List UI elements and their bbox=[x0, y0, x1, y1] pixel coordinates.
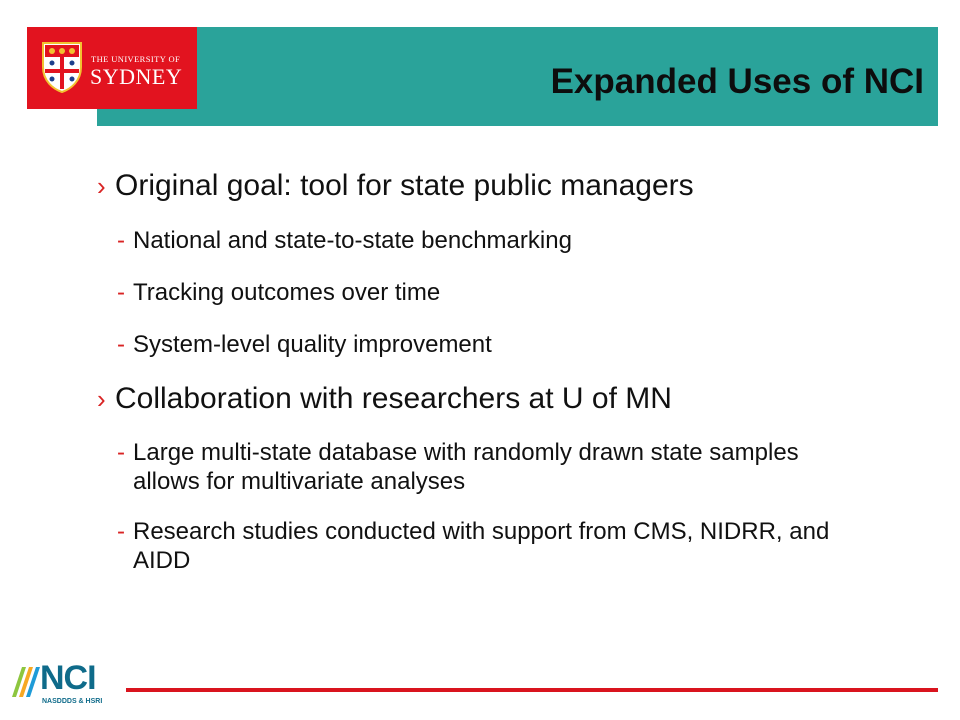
university-of-sydney-logo bbox=[27, 27, 197, 109]
nci-mark-icon bbox=[10, 661, 40, 701]
sub-bullet-database bbox=[97, 438, 833, 496]
sub-bullet-text: National and state-to-state benchmarking bbox=[133, 227, 572, 254]
crest-icon bbox=[41, 41, 83, 93]
dash-marker: - bbox=[117, 227, 125, 254]
bullet-original-goal bbox=[97, 165, 917, 207]
sub-bullet-tracking bbox=[97, 278, 917, 307]
sub-bullet-research bbox=[97, 517, 833, 575]
nci-logo-subtext: NASDDDS & HSRI bbox=[42, 698, 103, 705]
bullet-text: Original goal: tool for state public managers bbox=[115, 169, 694, 202]
sub-bullet-quality bbox=[97, 330, 917, 359]
slide-body bbox=[97, 165, 917, 575]
dash-marker: - bbox=[117, 518, 125, 545]
nci-logo-text: NCI bbox=[40, 659, 96, 697]
sub-bullet-text: System-level quality improvement bbox=[133, 331, 492, 358]
dash-marker: - bbox=[117, 331, 125, 358]
sub-bullet-text: Research studies conducted with support from CMS, NIDRR, and AIDD bbox=[133, 518, 830, 574]
page-title: Expanded Uses of NCI bbox=[550, 62, 924, 101]
sub-bullet-benchmarking bbox=[97, 226, 917, 255]
chevron-right-icon: › bbox=[97, 171, 106, 201]
footer-divider bbox=[126, 688, 938, 692]
bullet-text: Collaboration with researchers at U of MN bbox=[115, 382, 672, 415]
sub-bullet-text: Large multi-state database with randomly drawn state samples allows for multivariate analyses bbox=[133, 439, 799, 495]
bullet-collaboration bbox=[97, 378, 917, 420]
dash-marker: - bbox=[117, 279, 125, 306]
sub-bullet-text: Tracking outcomes over time bbox=[133, 279, 441, 306]
logo-line-sydney: SYDNEY bbox=[90, 64, 183, 89]
dash-marker: - bbox=[117, 439, 125, 466]
logo-line-university: THE UNIVERSITY OF bbox=[91, 54, 181, 64]
chevron-right-icon: › bbox=[97, 384, 106, 414]
nci-logo bbox=[10, 661, 122, 715]
